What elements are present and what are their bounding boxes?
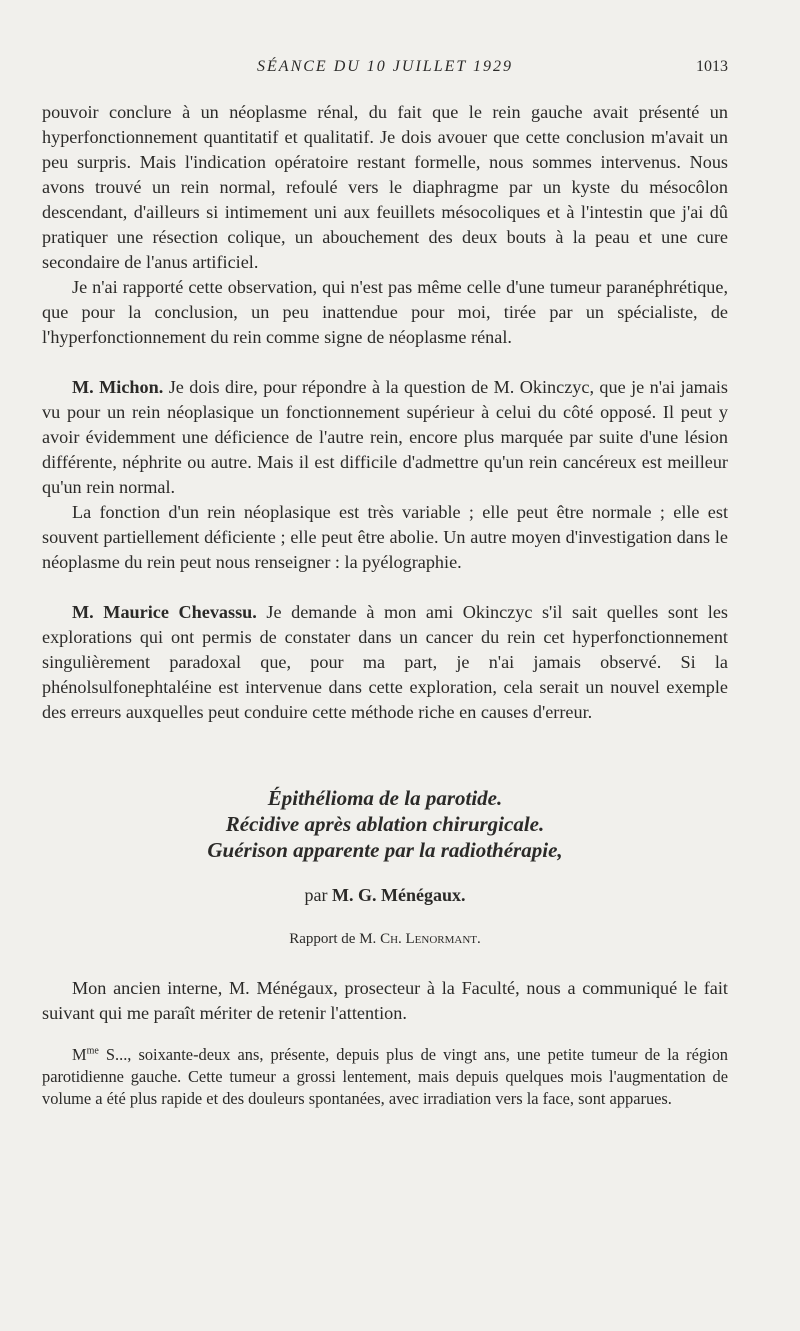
- paragraph-michon: [42, 375, 728, 500]
- paragraph-chevassu: [42, 600, 728, 725]
- case-text: S..., soixante-deux ans, présente, depuis plus de vingt ans, une petite tumeur de la région parotidienne gauche. Cette tumeur a grossi lentement, mais depuis quelques mois l'augmentation de volume a été plus rapide et des douleurs spontanées, avec irradiation vers la face, sont apparues.: [42, 1045, 728, 1108]
- spacer: [42, 908, 728, 928]
- paragraph-case: [42, 1044, 728, 1110]
- case-title-sup: me: [86, 1045, 99, 1057]
- running-title: SÉANCE DU 10 JUILLET 1929: [257, 58, 513, 75]
- spacer: [42, 863, 728, 883]
- paragraph-kidney-function: La fonction d'un rein néoplasique est très variable ; elle peut être normale ; elle est souvent partiellement déficiente ; elle peut être abolie. Un autre moyen d'investigation dans le néoplasme du rein peut nous renseigner : la pyélographie.: [42, 502, 728, 572]
- spacer: [42, 950, 728, 976]
- paragraph-intro: Mon ancien interne, M. Ménégaux, prosecteur à la Faculté, nous a communiqué le fait suivant qui me paraît mériter de retenir l'attention.: [42, 978, 728, 1023]
- article-title-line: Épithélioma de la parotide.: [267, 786, 503, 810]
- article-title-line: Guérison apparente par la radiothérapie,: [207, 838, 563, 862]
- case-title: M: [72, 1045, 87, 1064]
- spacer: [42, 725, 728, 785]
- running-header: [42, 58, 728, 82]
- spacer: [42, 350, 728, 375]
- speaker-name: M. Michon.: [72, 377, 164, 397]
- byline-prefix: par: [304, 885, 332, 905]
- article-title: [42, 785, 728, 863]
- paragraph-observation: Je n'ai rapporté cette observation, qui n'est pas même celle d'une tumeur paranéphrétique, que pour la conclusion, un peu inattendue pour moi, tirée par un spécialiste, de l'hyperfonctionnement du rein comme signe de néoplasme rénal.: [42, 277, 728, 347]
- report-author: Ch. Lenormant.: [380, 931, 481, 947]
- paragraph-continuation: pouvoir conclure à un néoplasme rénal, du fait que le rein gauche avait présenté un hyperfonctionnement quantitatif et qualitatif. Je dois avouer que cette conclusion m'avait un peu surpris. Mais l'indication opératoire restant formelle, nous sommes intervenus. Nous avons trouvé un rein normal, refoulé vers le diaphragme par un kyste du mésocôlon descendant, d'ailleurs si intimement uni aux feuillets mésocoliques et à l'intestin que j'ai dû pratiquer une résection colique, un abouchement des deux bouts à la peau et une cure secondaire de l'anus artificiel.: [42, 102, 728, 272]
- report-line: [42, 928, 728, 950]
- report-prefix: Rapport de M.: [289, 931, 381, 947]
- page-body: [42, 100, 728, 1110]
- spacer: [42, 1026, 728, 1044]
- spacer: [42, 575, 728, 600]
- article-title-line: Récidive après ablation chirurgicale.: [225, 812, 545, 836]
- byline-author: M. G. Ménégaux.: [332, 885, 466, 905]
- byline: [42, 883, 728, 908]
- speaker-text: Je demande à mon ami Okinczyc s'il sait quelles sont les explorations qui ont permis de constater dans un cancer du rein cet hyperfonctionnement singulièrement paradoxal que, pour ma part, je n'ai jamais observé. Si la phénolsulfonephtaléine est intervenue dans cette exploration, cela serait un nouvel exemple des erreurs auxquelles peut conduire cette méthode riche en causes d'erreur.: [42, 602, 728, 722]
- page-number: 1013: [696, 58, 728, 75]
- speaker-name: M. Maurice Chevassu.: [72, 602, 257, 622]
- speaker-text: Je dois dire, pour répondre à la question de M. Okinczyc, que je n'ai jamais vu pour un rein néoplasique un fonctionnement supérieur à celui du côté opposé. Il peut y avoir évidemment une déficience de l'autre rein, encore plus marquée par suite d'une lésion différente, néphrite ou autre. Mais il est difficile d'admettre qu'un rein cancéreux est meilleur qu'un rein normal.: [42, 377, 728, 497]
